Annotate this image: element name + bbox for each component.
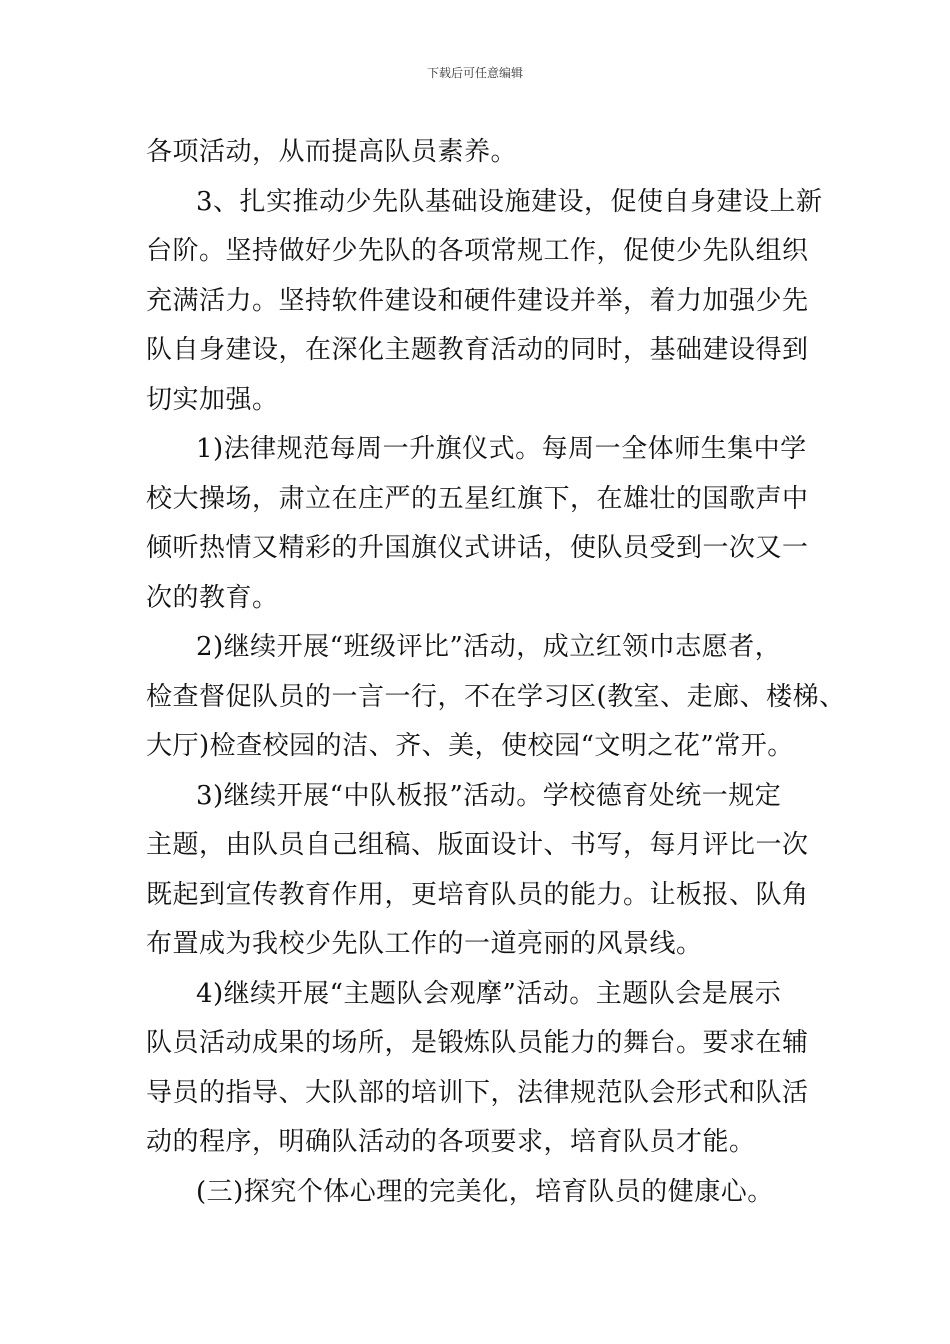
text-line: 导员的指导、大队部的培训下，法律规范队会形式和队活 bbox=[146, 1077, 809, 1108]
text-line: 次的教育。 bbox=[146, 582, 279, 613]
text-line: 台阶。坚持做好少先队的各项常规工作，促使少先队组织 bbox=[146, 236, 809, 266]
text-line: 3、扎实推动少先队基础设施建设，促使自身建设上新 bbox=[196, 186, 823, 217]
text-line: 1)法律规范每周一升旗仪式。每周一全体师生集中学 bbox=[196, 434, 807, 464]
text-line: 大厅)检查校园的洁、齐、美，使校园“文明之花”常开。 bbox=[146, 731, 794, 761]
document-body bbox=[146, 128, 846, 1217]
text-line: (三)探究个体心理的完美化，培育队员的健康心。 bbox=[196, 1176, 774, 1207]
text-line: 校大操场，肃立在庄严的五星红旗下，在雄壮的国歌声中 bbox=[146, 483, 809, 514]
text-line: 队员活动成果的场所，是锻炼队员能力的舞台。要求在辅 bbox=[146, 1028, 809, 1058]
text-line: 队自身建设，在深化主题教育活动的同时，基础建设得到 bbox=[146, 335, 809, 365]
text-line: 各项活动，从而提高队员素养。 bbox=[146, 137, 518, 167]
text-line: 动的程序，明确队活动的各项要求，培育队员才能。 bbox=[146, 1127, 756, 1157]
text-line: 2)继续开展“班级评比”活动，成立红领巾志愿者， bbox=[196, 632, 782, 662]
text-line: 充满活力。坚持软件建设和硬件建设并举，着力加强少先 bbox=[146, 285, 809, 316]
text-line: 既起到宣传教育作用，更培育队员的能力。让板报、队角 bbox=[146, 879, 809, 910]
text-line: 4)继续开展“主题队会观摩”活动。主题队会是展示 bbox=[196, 978, 782, 1009]
text-line: 倾听热情又精彩的升国旗仪式讲话，使队员受到一次又一 bbox=[146, 533, 809, 563]
text-line: 布置成为我校少先队工作的一道亮丽的风景线。 bbox=[146, 929, 703, 959]
text-line: 3)继续开展“中队板报”活动。学校德育处统一规定 bbox=[196, 780, 782, 811]
text-line: 主题，由队员自己组稿、版面设计、书写，每月评比一次 bbox=[146, 830, 809, 860]
text-line: 检查督促队员的一言一行，不在学习区(教室、走廊、楼梯、 bbox=[146, 681, 846, 712]
text-line: 切实加强。 bbox=[146, 384, 279, 415]
page-header: 下载后可任意编辑 bbox=[426, 66, 523, 80]
